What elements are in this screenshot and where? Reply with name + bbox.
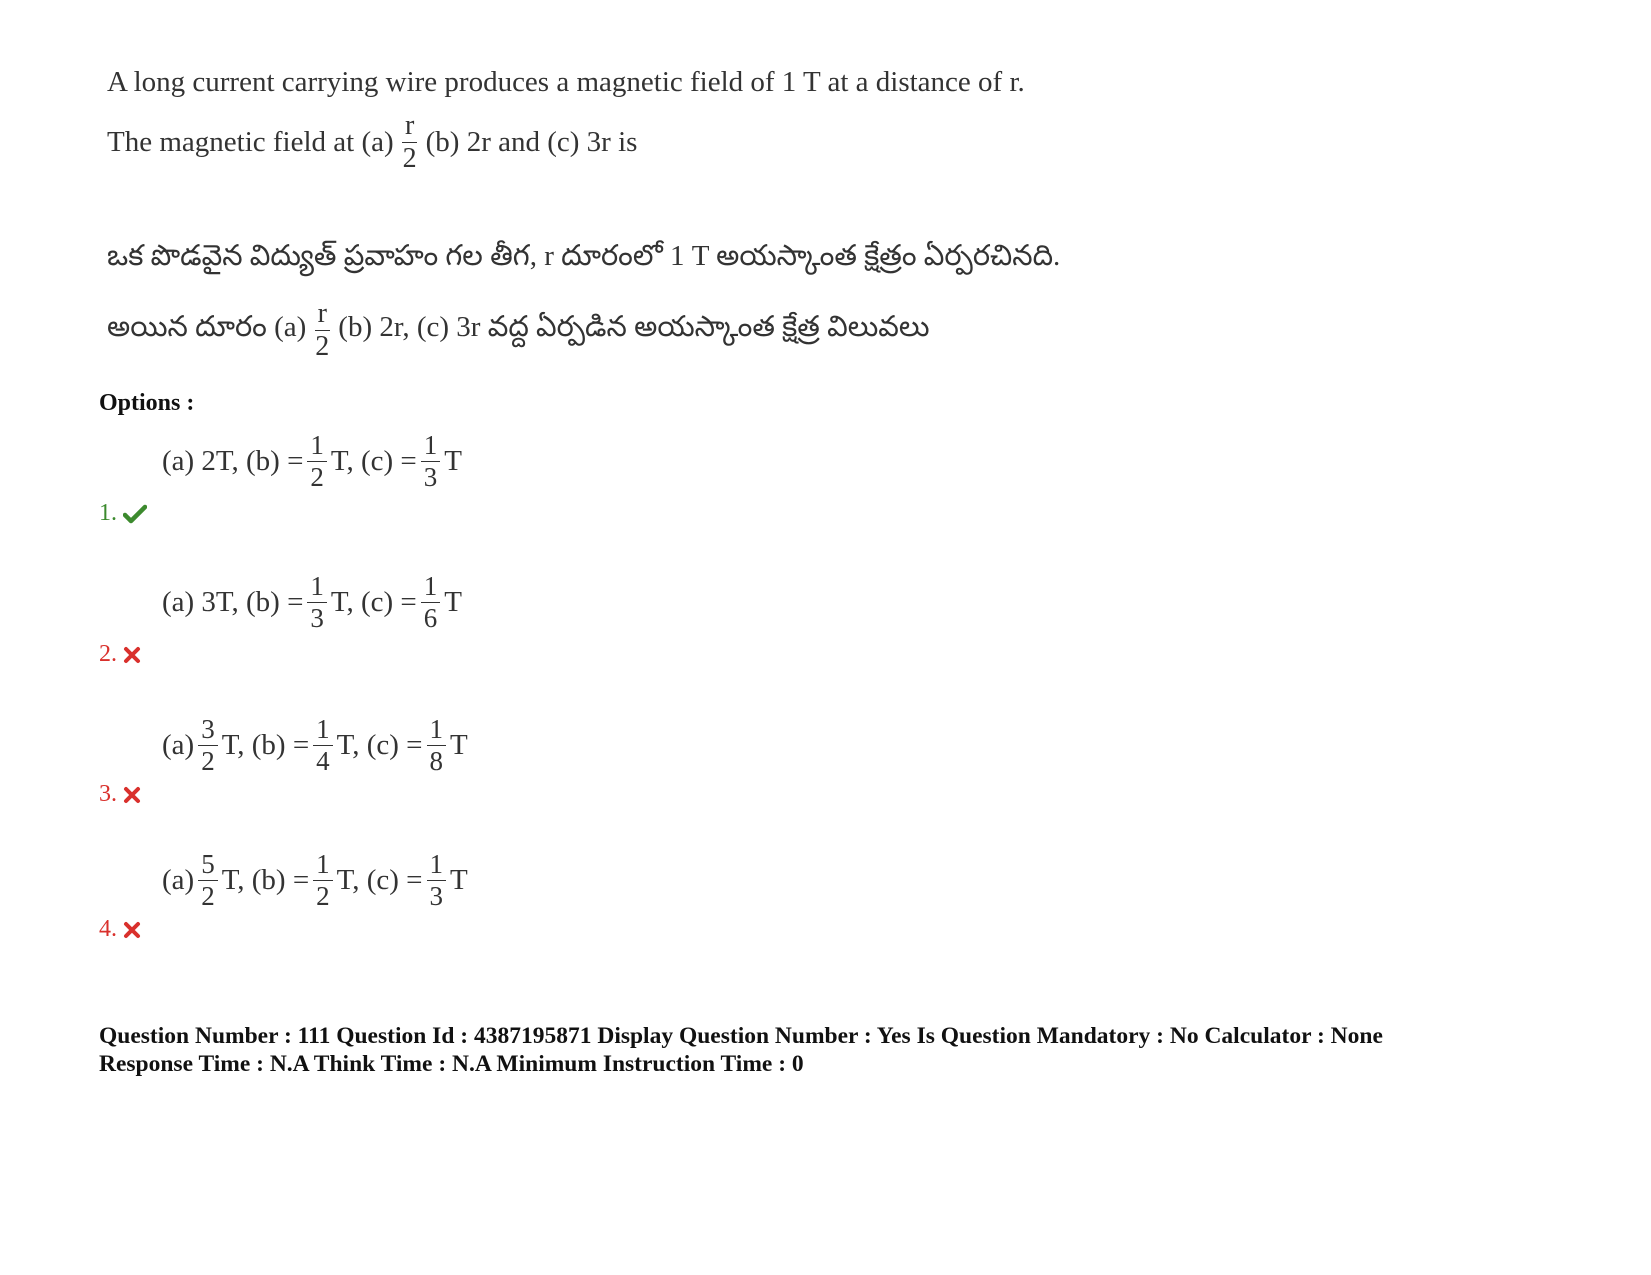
fraction-numerator: 1	[421, 432, 441, 462]
option-3-marker[interactable]	[99, 781, 141, 808]
option-2-text[interactable]	[162, 573, 462, 632]
fraction-numerator: 1	[313, 716, 333, 746]
fraction-b	[307, 432, 327, 491]
fraction-denominator: 2	[315, 331, 330, 362]
question-text-te-line2	[107, 300, 930, 361]
fraction-denominator: 3	[310, 603, 324, 633]
question-en-line2-prefix: The magnetic field at (a)	[107, 126, 394, 158]
option-text-part: T	[444, 445, 462, 477]
option-4-marker[interactable]	[99, 916, 141, 943]
metadata-line1: Question Number : 111 Question Id : 4387195871 Display Question Number : Yes Is Question Mandatory : No Calculator : None	[99, 1023, 1383, 1049]
option-text-part: (a) 3T, (b) =	[162, 586, 304, 618]
option-1-marker[interactable]	[99, 500, 147, 527]
fraction-denominator: 2	[201, 746, 215, 776]
fraction-numerator: r	[402, 112, 417, 143]
options-label: Options :	[99, 390, 195, 416]
option-text-part: (a)	[162, 729, 195, 761]
question-te-line1: ఒక పొడవైన విద్యుత్ ప్రవాహం గల తీగ, r దూరంలో 1 T అయస్కాంత క్షేత్రం ఏర్పరచినది.	[107, 240, 1061, 272]
fraction-c	[427, 851, 447, 910]
fraction-numerator: 1	[427, 851, 447, 881]
fraction-b	[307, 573, 327, 632]
question-text-en-line2	[107, 112, 637, 173]
fraction-numerator: 5	[198, 851, 218, 881]
cross-icon	[123, 786, 141, 804]
fraction-numerator: 1	[313, 851, 333, 881]
fraction-r-over-2	[312, 300, 332, 361]
fraction-c	[421, 432, 441, 491]
fraction-denominator: 2	[201, 881, 215, 911]
option-text-part: T	[444, 586, 462, 618]
fraction-numerator: 1	[427, 716, 447, 746]
fraction-denominator: 3	[429, 881, 444, 911]
option-2-marker[interactable]	[99, 641, 141, 668]
option-number: 1.	[99, 500, 117, 526]
option-text-part: T, (c) =	[330, 445, 417, 477]
fraction-numerator: 3	[198, 716, 218, 746]
option-3-text[interactable]	[162, 716, 468, 775]
option-number: 4.	[99, 916, 117, 942]
fraction-b	[313, 716, 333, 775]
option-text-part: T, (c) =	[336, 864, 423, 896]
option-4-text[interactable]	[162, 851, 468, 910]
option-number: 2.	[99, 641, 117, 667]
fraction-c	[427, 716, 447, 775]
option-1-text[interactable]	[162, 432, 462, 491]
option-text-part: T, (b) =	[221, 729, 310, 761]
fraction-b	[313, 851, 333, 910]
option-text-part: T, (c) =	[330, 586, 417, 618]
fraction-a	[198, 851, 218, 910]
fraction-r-over-2	[400, 112, 420, 173]
fraction-denominator: 2	[402, 143, 417, 174]
question-te-line2-prefix: అయిన దూరం (a)	[107, 310, 307, 343]
option-text-part: T, (c) =	[336, 729, 423, 761]
fraction-a	[198, 716, 218, 775]
option-text-part: (a)	[162, 864, 195, 896]
question-te-line2-suffix: (b) 2r, (c) 3r వద్ద ఏర్పడిన అయస్కాంత క్షేత్ర విలువలు	[338, 310, 930, 343]
fraction-denominator: 8	[429, 746, 444, 776]
question-text-te-line1	[107, 240, 1060, 280]
fraction-numerator: 1	[421, 573, 441, 603]
question-en-line2-suffix: (b) 2r and (c) 3r is	[425, 126, 638, 158]
question-metadata	[99, 1022, 1383, 1078]
option-text-part: (a) 2T, (b) =	[162, 445, 304, 477]
option-text-part: T	[450, 864, 468, 896]
cross-icon	[123, 646, 141, 664]
metadata-line2: Response Time : N.A Think Time : N.A Minimum Instruction Time : 0	[99, 1051, 804, 1077]
question-text-en-line1	[107, 66, 1025, 99]
option-number: 3.	[99, 781, 117, 807]
fraction-c	[421, 573, 441, 632]
fraction-denominator: 3	[423, 462, 438, 492]
fraction-denominator: 2	[316, 881, 330, 911]
fraction-denominator: 2	[310, 462, 324, 492]
fraction-denominator: 6	[423, 603, 438, 633]
fraction-numerator: 1	[307, 573, 327, 603]
fraction-numerator: 1	[307, 432, 327, 462]
fraction-denominator: 4	[316, 746, 330, 776]
check-icon	[123, 504, 147, 524]
question-en-line1: A long current carrying wire produces a magnetic field of 1 T at a distance of r.	[107, 66, 1025, 98]
fraction-numerator: r	[315, 300, 330, 331]
option-text-part: T, (b) =	[221, 864, 310, 896]
cross-icon	[123, 921, 141, 939]
option-text-part: T	[450, 729, 468, 761]
